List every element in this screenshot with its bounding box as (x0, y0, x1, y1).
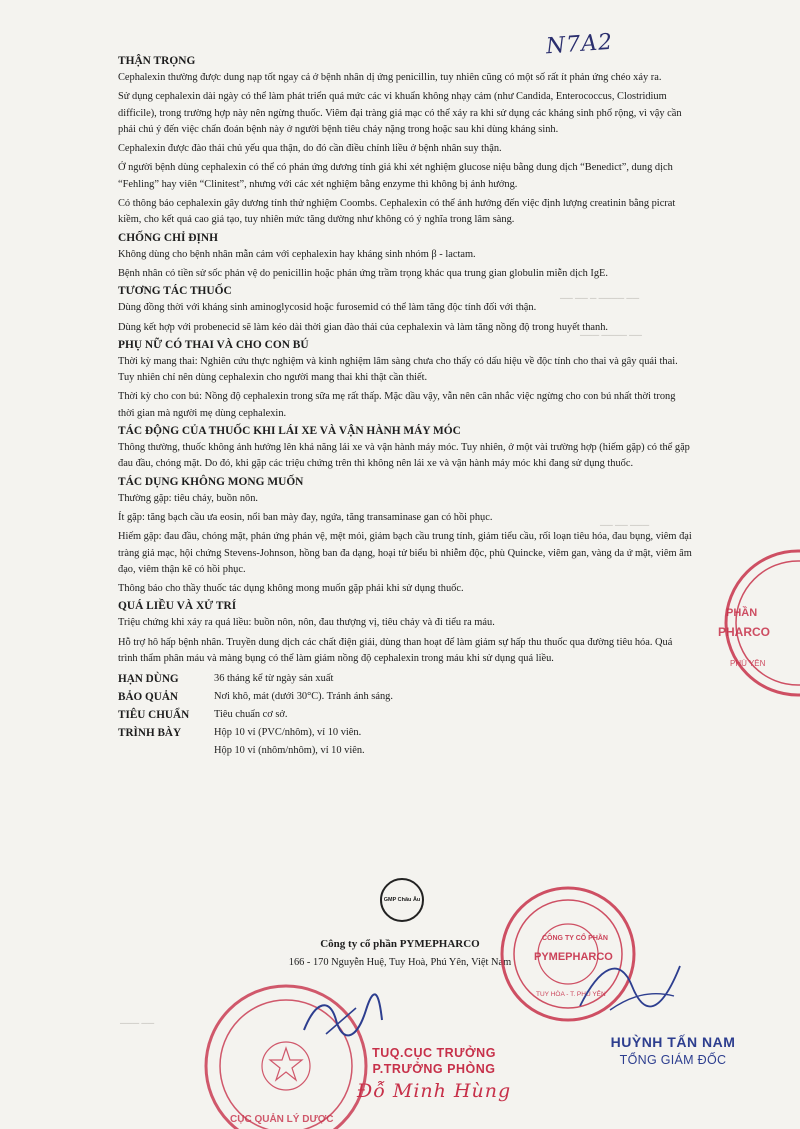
paragraph: Ở người bệnh dùng cephalexin có thể có phản ứng dương tính giả khi xét nghiệm glucose niệu bằng dung dịch “Benedict”, dung dịch “Fehling” hay viên “Clinitest”, nhưng với các xét nghiệm bằng enzyme thì không bị ảnh hưởng. (118, 162, 673, 190)
section-qua-lieu (118, 598, 694, 667)
section-title: QUÁ LIỀU VÀ XỬ TRÍ (118, 600, 237, 613)
signer-title: TỔNG GIÁM ĐỐC (619, 1053, 727, 1067)
section-tuong-tac (118, 283, 694, 336)
paragraph: Thông báo cho thầy thuốc tác dụng không mong muốn gặp phải khi sử dụng thuốc. (118, 583, 464, 595)
section-chong-chi-dinh (118, 230, 694, 283)
paragraph: Cephalexin được đào thải chủ yếu qua thận, do đó cần điều chỉnh liều ở bệnh nhân suy thận. (118, 143, 502, 155)
paragraph: Bệnh nhân có tiền sử sốc phản vệ do penicillin hoặc phản ứng trầm trọng khác qua trung gian globulin miễn dịch IgE. (118, 267, 608, 279)
spec-row (118, 742, 694, 760)
spec-key: TRÌNH BÀY (118, 727, 182, 740)
spec-key: BẢO QUẢN (118, 691, 178, 704)
spec-value: Tiêu chuẩn cơ sở. (214, 709, 288, 721)
document-body (118, 52, 694, 760)
svg-text:TUY HÒA - T. PHÚ YÊN: TUY HÒA - T. PHÚ YÊN (536, 991, 606, 998)
paragraph: Dùng đồng thời với kháng sinh aminoglycosid hoặc furosemid có thể làm tăng độc tính đối với thận. (118, 302, 537, 314)
paragraph: Thời kỳ mang thai: Nghiên cứu thực nghiệm và kinh nghiệm lâm sàng chưa cho thấy có dấu hiệu về độc tính cho thai và gây quái thai. Tuy nhiên chỉ nên dùng cephalexin cho người mang thai khi thật cần thiết. (118, 355, 678, 384)
paragraph: Thường gặp: tiêu chảy, buồn nôn. (118, 492, 259, 504)
paragraph: Không dùng cho bệnh nhân mẫn cảm với cephalexin hay kháng sinh nhóm β - lactam. (118, 248, 476, 260)
spec-value: Hộp 10 vỉ (nhôm/nhôm), vỉ 10 viên. (214, 745, 365, 757)
svg-text:PHÚ YÊN: PHÚ YÊN (730, 659, 766, 668)
section-title: TƯƠNG TÁC THUỐC (118, 285, 232, 298)
spec-value: 36 tháng kể từ ngày sản xuất (214, 673, 334, 685)
bleed-through-text: ─── ──── ── (580, 330, 642, 340)
paragraph: Sử dụng cephalexin dài ngày có thể làm phát triển quá mức các vi khuẩn không nhạy cảm (như Candida, Enterococcus, Clostridium difficile), trong trường hợp này nên ngừng thuốc. Viêm đại tràng giả mạc có thể xảy ra khi sử dụng các kháng sinh phổ rộng, vì vậy cần phải chú ý đến việc chẩn đoán bệnh này ở người bệnh tiêu chảy nặng trong hoặc sau khi dùng kháng sinh. (118, 91, 682, 135)
signature-scribble-left (296, 990, 386, 1050)
spec-row (118, 688, 694, 706)
signer-role-line1: TUQ.CỤC TRƯỞNG (372, 1046, 496, 1060)
paragraph: Triệu chứng khi xảy ra quá liều: buồn nôn, nôn, đau thượng vị, tiêu chảy và đi tiểu ra máu. (118, 617, 495, 629)
signature-scribble-right (570, 946, 690, 1026)
bleed-through-text: ── ── ─── (600, 520, 650, 530)
paragraph: Hỗ trợ hô hấp bệnh nhân. Truyền dung dịch các chất điện giải, dùng than hoạt để làm giảm sự hấp thu thuốc qua đường tiêu hóa. Quá trình thẩm phân máu và màng bụng có thể làm giảm nồng độ cephalexin trong máu khi sử dụng quá liều. (118, 636, 673, 665)
right-edge-stamp (698, 548, 800, 698)
signature-block-right (598, 1034, 748, 1067)
section-title: PHỤ NỮ CÓ THAI VÀ CHO CON BÚ (118, 338, 309, 351)
specs-table (118, 670, 694, 760)
svg-text:PHARCO: PHARCO (718, 625, 771, 639)
section-title: CHỐNG CHỈ ĐỊNH (118, 231, 218, 244)
section-lai-xe (118, 423, 694, 473)
company-name: Công ty cổ phần PYMEPHARCO (320, 938, 480, 950)
gmp-logo (380, 878, 424, 922)
section-tac-dung (118, 474, 694, 598)
spec-value: Hộp 10 vỉ (PVC/nhôm), vỉ 10 viên. (214, 727, 362, 739)
signer-name: Đỗ Minh Hùng (356, 1080, 512, 1102)
paragraph: Thông thường, thuốc không ảnh hưởng lên khả năng lái xe và vận hành máy móc. Tuy nhiên, ở một vài trường hợp (hiếm gặp) có thể gặp đau đầu, chóng mặt. Do đó, khi gặp các triệu chứng trên thì không nên lái xe và vận hành máy móc khi đang sử dụng thuốc. (118, 442, 690, 470)
signer-name: HUỲNH TẤN NAM (610, 1034, 736, 1050)
spec-key: TIÊU CHUẨN (118, 709, 190, 722)
paragraph: Có thông báo cephalexin gây dương tính thử nghiệm Coombs. Cephalexin có thể ảnh hưởng đến việc định lượng creatinin bằng picrat kiềm, cho kết quả cao giả tạo, tuy nhiên mức tăng dường như không có ý nghĩa trong lâm sàng. (118, 198, 676, 226)
section-title: TÁC ĐỘNG CỦA THUỐC KHI LÁI XE VÀ VẬN HÀNH MÁY MÓC (118, 425, 461, 438)
paragraph: Ít gặp: tăng bạch cầu ưa eosin, nổi ban mày đay, ngứa, tăng transaminase gan có hồi phục. (118, 511, 493, 523)
svg-text:PHẦN: PHẦN (726, 607, 758, 619)
paragraph: Thời kỳ cho con bú: Nồng độ cephalexin trong sữa mẹ rất thấp. Mặc dầu vậy, vẫn nên cân nhắc việc ngừng cho con bú nhất thời trong thời gian mà người mẹ dùng cephalexin. (118, 391, 676, 419)
spec-key: HẠN DÙNG (118, 673, 179, 686)
section-title: THẬN TRỌNG (118, 55, 196, 67)
svg-text:PYMEPHARCO: PYMEPHARCO (534, 951, 613, 963)
svg-text:CÔNG TY CỔ PHẦN: CÔNG TY CỔ PHẦN (542, 935, 608, 942)
spec-row (118, 724, 694, 742)
spec-key (118, 742, 214, 760)
bleed-through-text: ── ── ─ ──── ── (560, 293, 640, 303)
paragraph: Hiếm gặp: đau đầu, chóng mặt, phản ứng phản vệ, mệt mỏi, giảm bạch cầu trung tính, giảm tiểu cầu, rối loạn tiêu hóa, đau bụng, viêm đại tràng giả mạc, hội chứng Stevens-Johnson, hồng ban đa dạng, hoại tử biểu bì nhiễm độc, phù Quincke, viêm gan, vàng da ứ mật, viêm âm đạo, viêm thận kẽ có hồi phục. (118, 531, 692, 575)
company-address: 166 - 170 Nguyễn Huệ, Tuy Hoà, Phú Yên, Việt Nam (288, 957, 512, 968)
paragraph: Cephalexin thường được dung nạp tốt ngay cả ở bệnh nhân dị ứng penicillin, tuy nhiên cũng có một số rất ít phản ứng chéo xảy ra. (118, 72, 662, 83)
section-title: TÁC DỤNG KHÔNG MONG MUỐN (118, 475, 304, 488)
svg-text:CỤC QUẢN LÝ DƯỢC: CỤC QUẢN LÝ DƯỢC (230, 1114, 334, 1125)
section-phu-nu (118, 337, 694, 422)
gmp-logo-text: GMP Châu Âu (383, 897, 421, 903)
section-than-trong (118, 53, 694, 229)
paragraph: Dùng kết hợp với probenecid sẽ làm kéo dài thời gian đào thải của cephalexin và làm tăng nồng độ trong huyết thanh. (118, 321, 608, 333)
signature-block-left (344, 1046, 524, 1102)
bleed-through-text: ─── ── (120, 1018, 155, 1028)
handwritten-note: N7A2 (545, 29, 614, 60)
signer-role-line2: P.TRƯỞNG PHÒNG (372, 1062, 496, 1076)
spec-row (118, 706, 694, 724)
spec-row (118, 670, 694, 688)
spec-value: Nơi khô, mát (dưới 30°C). Tránh ánh sáng. (214, 691, 393, 703)
